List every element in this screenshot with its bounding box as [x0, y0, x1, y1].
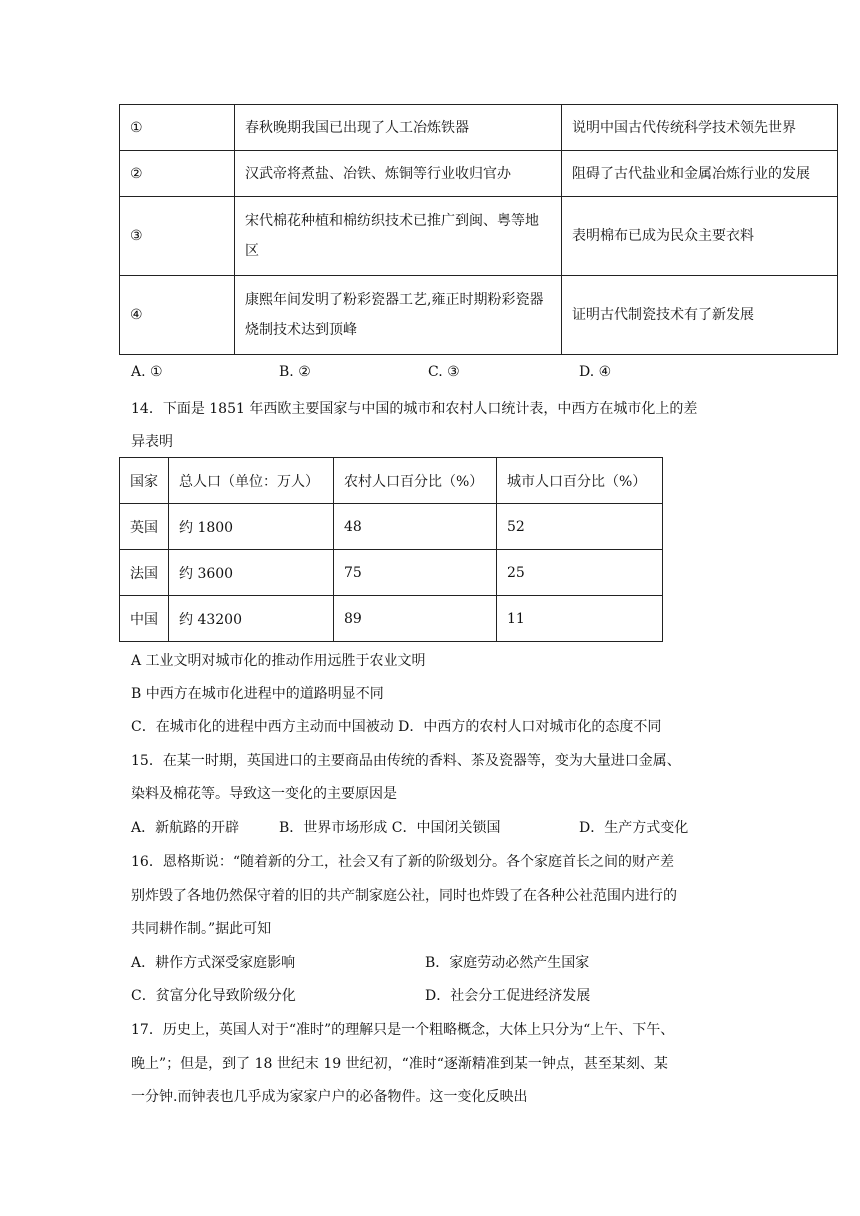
q14-stem-line2: 异表明 — [131, 434, 173, 450]
table-row — [120, 504, 663, 550]
q13-option-c: C. ③ — [428, 364, 460, 380]
table-row — [120, 276, 838, 355]
q15-stem-line2: 染料及棉花等。导致这一变化的主要原因是 — [131, 786, 397, 802]
q15-stem-line1: 15．在某一时期，英国进口的主要商品由传统的香料、茶及瓷器等，变为大量进口金属、 — [131, 753, 681, 769]
urban-cell: 25 — [497, 550, 663, 596]
row-number: ① — [120, 105, 235, 151]
q13-option-d: D. ④ — [579, 364, 612, 380]
events-table — [119, 104, 838, 355]
table-row — [120, 197, 838, 276]
header-rural: 农村人口百分比（%） — [334, 458, 497, 504]
event-cell: 康熙年间发明了粉彩瓷器工艺,雍正时期粉彩瓷器烧制技术达到顶峰 — [235, 276, 562, 355]
total-cell: 约 3600 — [169, 550, 334, 596]
event-cell: 宋代棉花种植和棉纺织技术已推广到闽、粤等地区 — [235, 197, 562, 276]
population-table — [119, 457, 663, 642]
q17-stem-line1: 17．历史上，英国人对于“准时”的理解只是一个粗略概念，大体上只分为“上午、下午、 — [131, 1022, 675, 1038]
q14-option-cd: C．在城市化的进程中西方主动而中国被动 D．中西方的农村人口对城市化的态度不同 — [131, 719, 662, 735]
q16-option-c: C．贫富分化导致阶级分化 — [131, 988, 296, 1004]
q16-option-b: B．家庭劳动必然产生国家 — [425, 955, 590, 971]
q15-option-a: A．新航路的开辟 — [131, 820, 240, 836]
q16-option-d: D．社会分工促进经济发展 — [425, 988, 591, 1004]
table-row — [120, 105, 838, 151]
country-cell: 英国 — [120, 504, 169, 550]
header-country: 国家 — [120, 458, 169, 504]
header-total: 总人口（单位：万人） — [169, 458, 334, 504]
country-cell: 中国 — [120, 596, 169, 642]
conclusion-cell: 表明棉布已成为民众主要衣料 — [562, 197, 838, 276]
conclusion-cell: 阻碍了古代盐业和金属冶炼行业的发展 — [562, 151, 838, 197]
urban-cell: 52 — [497, 504, 663, 550]
q13-option-a: A. ① — [131, 364, 163, 380]
q15-option-bc: B．世界市场形成 C．中国闭关锁国 — [279, 820, 501, 836]
event-cell: 春秋晚期我国已出现了人工冶炼铁器 — [235, 105, 562, 151]
q15-option-d: D．生产方式变化 — [579, 820, 689, 836]
urban-cell: 11 — [497, 596, 663, 642]
q17-stem-line2: 晚上”；但是，到了 18 世纪末 19 世纪初，“准时“逐渐精准到某一钟点，甚至某刻、某 — [131, 1056, 668, 1072]
table-row — [120, 550, 663, 596]
total-cell: 约 1800 — [169, 504, 334, 550]
row-number: ② — [120, 151, 235, 197]
conclusion-cell: 说明中国古代传统科学技术领先世界 — [562, 105, 838, 151]
conclusion-cell: 证明古代制瓷技术有了新发展 — [562, 276, 838, 355]
q16-option-a: A．耕作方式深受家庭影响 — [131, 955, 296, 971]
row-number: ④ — [120, 276, 235, 355]
q14-stem-line1: 14．下面是 1851 年西欧主要国家与中国的城市和农村人口统计表，中西方在城市化上的差 — [131, 401, 698, 417]
q16-stem-line3: 共同耕作制。”据此可知 — [131, 921, 272, 937]
country-cell: 法国 — [120, 550, 169, 596]
q14-option-a: A 工业文明对城市化的推动作用远胜于农业文明 — [131, 653, 426, 669]
q13-option-b: B. ② — [279, 364, 311, 380]
rural-cell: 75 — [334, 550, 497, 596]
q16-stem-line1: 16．恩格斯说：“随着新的分工，社会又有了新的阶级划分。各个家庭首长之间的财产差 — [131, 854, 674, 870]
q17-stem-line3: 一分钟.而钟表也几乎成为家家户户的必备物件。这一变化反映出 — [131, 1089, 528, 1105]
rural-cell: 89 — [334, 596, 497, 642]
table-header-row — [120, 458, 663, 504]
total-cell: 约 43200 — [169, 596, 334, 642]
row-number: ③ — [120, 197, 235, 276]
q14-option-b: B 中西方在城市化进程中的道路明显不同 — [131, 686, 384, 702]
table-row — [120, 596, 663, 642]
rural-cell: 48 — [334, 504, 497, 550]
event-cell: 汉武帝将煮盐、冶铁、炼铜等行业收归官办 — [235, 151, 562, 197]
q16-stem-line2: 别炸毁了各地仍然保守着的旧的共产制家庭公社，同时也炸毁了在各种公社范围内进行的 — [131, 888, 677, 904]
table-row — [120, 151, 838, 197]
header-urban: 城市人口百分比（%） — [497, 458, 663, 504]
